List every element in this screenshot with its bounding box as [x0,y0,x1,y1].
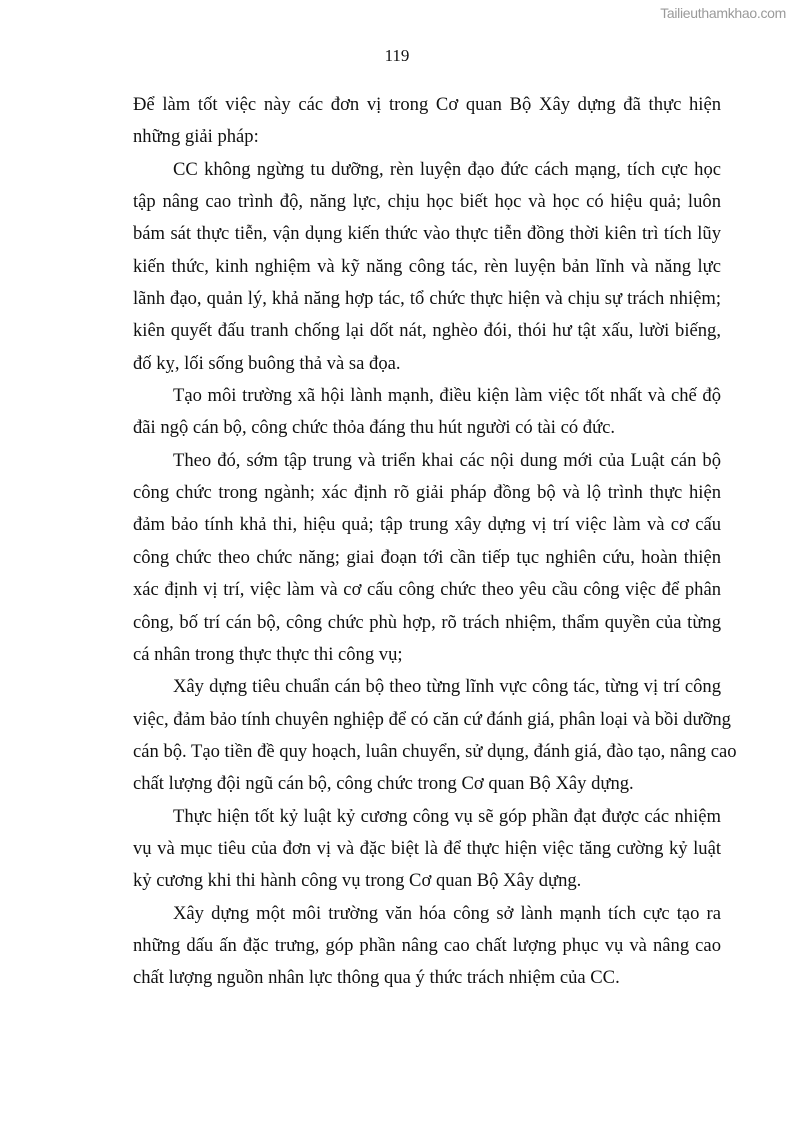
text-line: công, bố trí cán bộ, công chức phù hợp, rõ trách nhiệm, thẩm quyền của từng [133,611,721,633]
text-line: những dấu ấn đặc trưng, góp phần nâng cao chất lượng phục vụ và nâng cao [133,934,721,956]
text-line: công chức theo chức năng; giai đoạn tới cần tiếp tục nghiên cứu, hoàn thiện [133,546,721,568]
text-line: những giải pháp: [133,126,259,148]
text-line: kiên quyết đấu tranh chống lại dốt nát, nghèo đói, thói hư tật xấu, lười biếng, [133,320,721,342]
page-number: 119 [384,46,410,65]
text-line: CC không ngừng tu dưỡng, rèn luyện đạo đức cách mạng, tích cực học [173,158,721,180]
text-line: chất lượng đội ngũ cán bộ, công chức trong Cơ quan Bộ Xây dựng. [133,773,634,795]
paragraph [133,671,737,800]
text-line: Xây dựng một môi trường văn hóa công sở lành mạnh tích cực tạo ra [173,902,721,924]
text-line: đảm bảo tính khả thi, hiệu quả; tập trung xây dựng vị trí việc làm và cơ cấu [133,514,721,536]
text-line: công chức trong ngành; xác định rõ giải pháp đồng bộ và lộ trình thực hiện [133,482,721,504]
text-line: Để làm tốt việc này các đơn vị trong Cơ quan Bộ Xây dựng đã thực hiện [133,94,721,115]
paragraph [133,154,721,380]
paragraph [133,898,721,995]
text-line: vụ và mục tiêu của đơn vị và đặc biệt là để thực hiện việc tăng cường kỷ luật [133,837,721,859]
paragraph [133,801,721,898]
text-line: cán bộ. Tạo tiền đề quy hoạch, luân chuyển, sử dụng, đánh giá, đào tạo, nâng cao [133,740,737,762]
paragraph [133,380,721,445]
text-line: Theo đó, sớm tập trung và triển khai các nội dung mới của Luật cán bộ [173,449,721,471]
text-line: Thực hiện tốt kỷ luật kỷ cương công vụ sẽ góp phần đạt được các nhiệm [173,805,721,827]
text-line: đãi ngộ cán bộ, công chức thỏa đáng thu hút người có tài có đức. [133,417,616,439]
text-line: việc, đảm bảo tính chuyên nghiệp để có căn cứ đánh giá, phân loại và bồi dưỡng [133,708,731,730]
text-line: kỷ cương khi thi hành công vụ trong Cơ quan Bộ Xây dựng. [133,870,582,892]
text-line: đố kỵ, lối sống buông thả và sa đọa. [133,352,401,374]
text-line: cá nhân trong thực thực thi công vụ; [133,643,403,665]
text-line: bám sát thực tiễn, vận dụng kiến thức vào thực tiễn đồng thời kiên trì tích lũy [133,223,721,245]
text-line: Xây dựng tiêu chuẩn cán bộ theo từng lĩnh vực công tác, từng vị trí công [173,676,721,698]
paragraph [133,89,721,154]
text-line: lãnh đạo, quản lý, khả năng hợp tác, tổ chức thực hiện và chịu sự trách nhiệm; [133,288,721,310]
document-body [133,89,737,995]
text-line: xác định vị trí, việc làm và cơ cấu công chức theo yêu cầu công việc để phân [133,579,721,601]
text-line: tập nâng cao trình độ, năng lực, chịu học biết học và học có hiệu quả; luôn [133,191,721,213]
text-line: chất lượng nguồn nhân lực thông qua ý thức trách nhiệm của CC. [133,967,620,989]
paragraph [133,445,721,671]
text-line: kiến thức, kinh nghiệm và kỹ năng công tác, rèn luyện bản lĩnh và năng lực [133,255,721,277]
watermark: Tailieuthamkhao.com [660,5,786,21]
text-line: Tạo môi trường xã hội lành mạnh, điều kiện làm việc tốt nhất và chế độ [173,385,721,407]
